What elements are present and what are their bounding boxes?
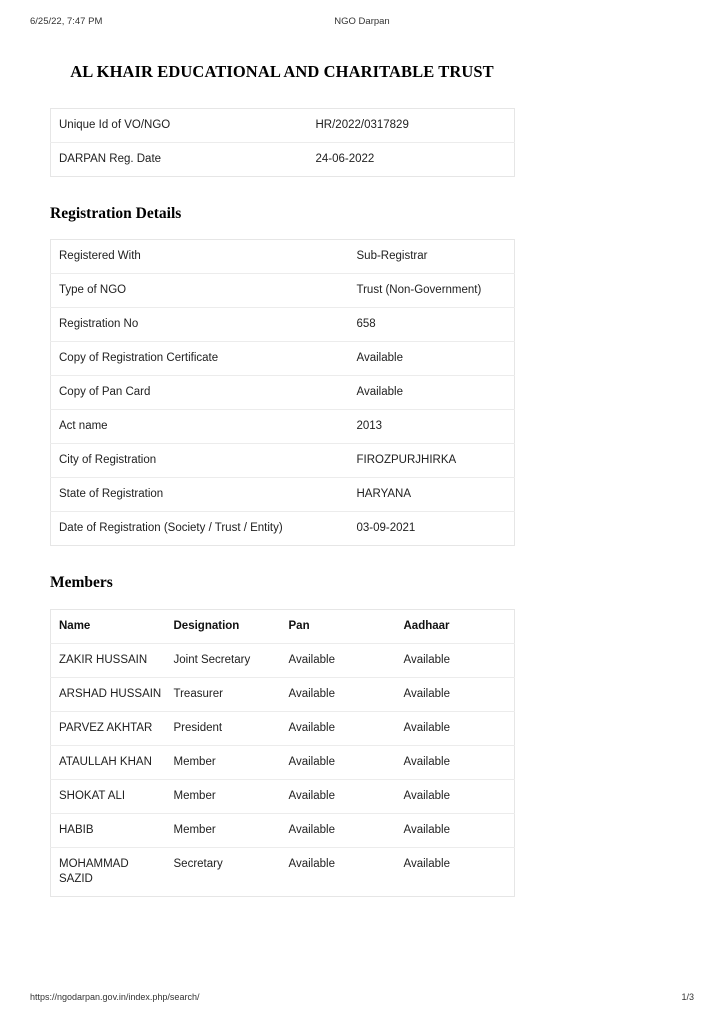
column-header-aadhaar: Aadhaar — [396, 609, 515, 643]
table-row — [51, 342, 515, 376]
row-label: Registered With — [51, 240, 349, 274]
table-row — [51, 643, 515, 677]
members-heading: Members — [50, 574, 113, 592]
column-header-name: Name — [51, 609, 166, 643]
row-value: FIROZPURJHIRKA — [349, 444, 515, 478]
member-pan: Available — [281, 677, 396, 711]
spacer — [50, 546, 514, 574]
member-aadhaar: Available — [396, 711, 515, 745]
row-label: Unique Id of VO/NGO — [51, 108, 308, 142]
table-row — [51, 142, 515, 176]
table-row — [51, 410, 515, 444]
document-body — [50, 62, 514, 897]
members-table — [50, 609, 515, 897]
member-pan: Available — [281, 813, 396, 847]
member-designation: President — [166, 711, 281, 745]
member-designation: Treasurer — [166, 677, 281, 711]
member-designation: Member — [166, 813, 281, 847]
row-value: Available — [349, 376, 515, 410]
member-aadhaar: Available — [396, 779, 515, 813]
table-row — [51, 274, 515, 308]
row-value: HARYANA — [349, 478, 515, 512]
table-row — [51, 512, 515, 546]
row-label: City of Registration — [51, 444, 349, 478]
member-name: ARSHAD HUSSAIN — [51, 677, 166, 711]
row-label: Copy of Pan Card — [51, 376, 349, 410]
print-timestamp: 6/25/22, 7:47 PM — [30, 16, 103, 27]
source-url[interactable]: https://ngodarpan.gov.in/index.php/search/ — [30, 992, 200, 1002]
print-header — [0, 16, 724, 30]
table-row — [51, 711, 515, 745]
member-aadhaar: Available — [403, 857, 450, 870]
member-pan: Available — [281, 643, 396, 677]
member-name: PARVEZ AKHTAR — [51, 711, 166, 745]
member-name: HABIB — [51, 813, 166, 847]
registration-details-table-body — [51, 240, 515, 546]
row-value: 03-09-2021 — [356, 522, 416, 535]
print-site-title: NGO Darpan — [334, 16, 390, 27]
member-designation: Secretary — [173, 857, 223, 870]
registration-details-heading: Registration Details — [50, 204, 182, 222]
summary-table — [50, 108, 515, 177]
table-row — [51, 108, 515, 142]
table-row — [51, 745, 515, 779]
member-aadhaar: Available — [396, 745, 515, 779]
row-label: Copy of Registration Certificate — [51, 342, 349, 376]
members-table-body — [51, 643, 515, 896]
member-name: ZAKIR HUSSAIN — [51, 643, 166, 677]
member-designation: Member — [166, 779, 281, 813]
row-value: Trust (Non-Government) — [349, 274, 515, 308]
member-pan: Available — [281, 745, 396, 779]
member-pan: Available — [281, 711, 396, 745]
member-name: ATAULLAH KHAN — [51, 745, 166, 779]
registration-details-table — [50, 239, 515, 546]
summary-table-body — [51, 108, 515, 176]
table-row — [51, 478, 515, 512]
row-value: HR/2022/0317829 — [308, 108, 515, 142]
row-value: Available — [349, 342, 515, 376]
member-designation: Member — [166, 745, 281, 779]
row-label: Registration No — [51, 308, 349, 342]
member-pan: Available — [288, 857, 335, 870]
table-row — [51, 444, 515, 478]
member-name: SHOKAT ALI — [51, 779, 166, 813]
member-pan: Available — [281, 779, 396, 813]
member-designation: Joint Secretary — [166, 643, 281, 677]
column-header-pan: Pan — [281, 609, 396, 643]
row-label: Date of Registration (Society / Trust / Entity) — [59, 522, 283, 535]
table-row — [51, 308, 515, 342]
table-row — [51, 677, 515, 711]
member-name: MOHAMMAD SAZID — [59, 857, 129, 885]
row-label: State of Registration — [51, 478, 349, 512]
table-row — [51, 813, 515, 847]
table-row — [51, 376, 515, 410]
member-aadhaar: Available — [396, 677, 515, 711]
column-header-designation: Designation — [166, 609, 281, 643]
row-label: DARPAN Reg. Date — [59, 152, 162, 165]
row-value: 658 — [349, 308, 515, 342]
spacer — [50, 177, 514, 205]
row-value: Sub-Registrar — [349, 240, 515, 274]
member-aadhaar: Available — [396, 643, 515, 677]
row-value: 2013 — [349, 410, 515, 444]
row-label: Type of NGO — [51, 274, 349, 308]
row-label: Act name — [51, 410, 349, 444]
members-table-head — [51, 609, 515, 643]
table-row — [51, 847, 515, 896]
page-number: 1/3 — [681, 992, 694, 1002]
table-row — [51, 779, 515, 813]
table-row — [51, 240, 515, 274]
print-footer — [0, 992, 724, 1006]
page-title: AL KHAIR EDUCATIONAL AND CHARITABLE TRUST — [70, 62, 494, 81]
member-aadhaar: Available — [396, 813, 515, 847]
table-header-row — [51, 609, 515, 643]
row-value: 24-06-2022 — [315, 152, 375, 165]
